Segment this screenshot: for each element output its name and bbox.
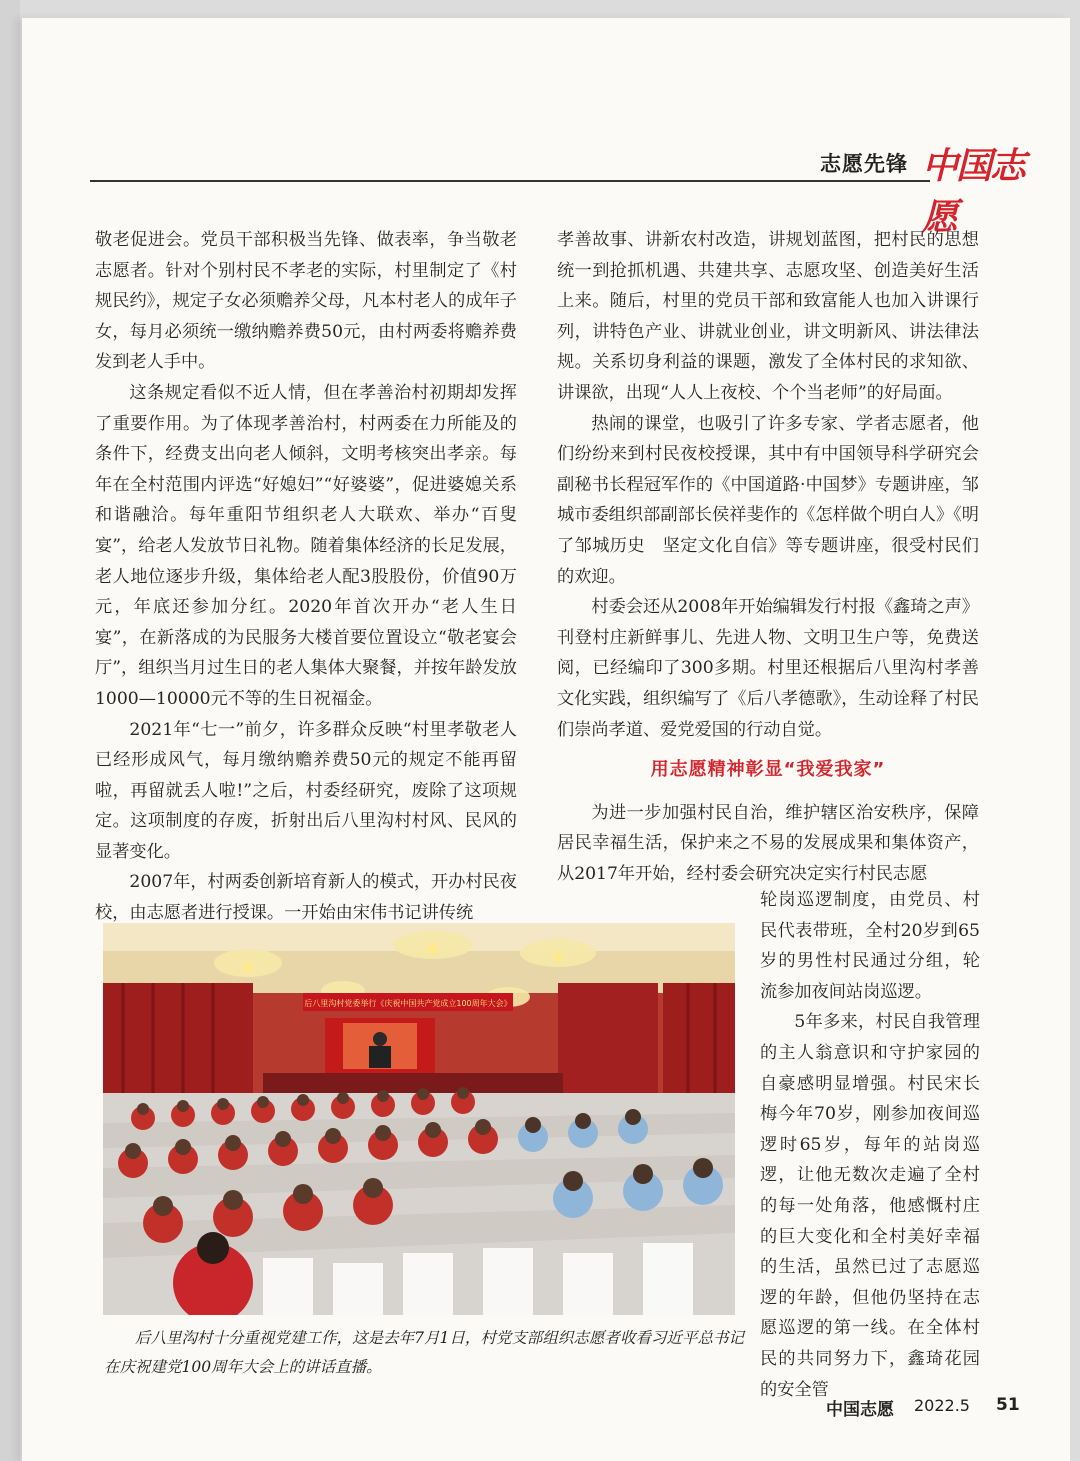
- paragraph: 敬老促进会。党员干部积极当先锋、做表率，争当敬老志愿者。针对个别村民不孝老的实际，村里制定了《村规民约》，规定子女必须赡养父母，凡本村老人的成年子女，每月必须统一缴纳赡养费50元，由村两委将赡养费发到老人手中。: [95, 230, 517, 373]
- auditorium-illustration: [103, 923, 735, 1315]
- paragraph: 这条规定看似不近人情，但在孝善治村初期却发挥了重要作用。为了体现孝善治村，村两委在力所能及的条件下，经费支出向老人倾斜，文明考核突出孝亲。每年在全村范围内评选“好媳妇”“好婆婆”，促进婆媳关系和谐融洽。每年重阳节组织老人大联欢、举办“百叟宴”，给老人发放节日礼物。随着集体经济的长足发展，老人地位逐步升级，集体给老人配3股股份，价值90万元，年底还参加分红。2020年首次开办“老人生日宴”，在新落成的为民服务大楼首要位置设立“敬老宴会厅”，组织当月过生日的老人集体大聚餐，并按年龄发放1000—10000元不等的生日祝福金。: [95, 382, 517, 709]
- stage-banner: 后八里沟村党委举行《庆祝中国共产党成立100周年大会》: [304, 999, 512, 1008]
- paragraph: 热闹的课堂，也吸引了许多专家、学者志愿者，他们纷纷来到村民夜校授课，其中有中国领导科学研究会副秘书长程冠军作的《中国道路·中国梦》专题讲座，邹城市委组织部副部长侯祥斐作的《怎样做个明白人》《明了邹城历史 坚定文化自信》等专题讲座，很受村民们的欢迎。: [557, 413, 979, 587]
- magazine-brand-logo: 中国志愿: [922, 145, 1025, 238]
- column-label: 志愿先锋: [820, 152, 908, 176]
- paragraph: 2021年“七一”前夕，许多群众反映“村里孝敬老人已经形成风气，每月缴纳赡养费50元的规定不能再留啦，再留就丢人啦!”之后，村委经研究，废除了这项规定。这项制度的存废，折射出后八里沟村村风、民风的显著变化。: [95, 719, 517, 862]
- paragraph: 5年多来，村民自我管理的主人翁意识和守护家园的自豪感明显增强。村民宋长梅今年70岁，刚参加夜间巡逻时65岁，每年的站岗巡逻，让他无数次走遍了全村的每一处角落，他感慨村庄的巨大变化和全村美好幸福的生活，虽然已过了志愿巡逻的年龄，但他仍坚持在志愿巡逻的第一线。在全体村民的共同努力下，鑫琦花园的安全管: [760, 1012, 980, 1400]
- page-footer: [826, 1395, 1046, 1419]
- narrow-text-column: [760, 885, 980, 1405]
- paragraph: 为进一步加强村民自治，维护辖区治安秩序，保障居民幸福生活，保护来之不易的发展成果和集体资产，从2017年开始，经村委会研究决定实行村民志愿: [557, 802, 979, 884]
- right-text-column: [557, 225, 979, 889]
- paragraph: 村委会还从2008年开始编辑发行村报《鑫琦之声》刊登村庄新鲜事儿、先进人物、文明卫生户等，免费送阅，已经编印了300多期。村里还根据后八里沟村孝善文化实践，组织编写了《后八孝德歌》，生动诠释了村民们崇尚孝道、爱党爱国的行动自觉。: [557, 597, 979, 740]
- paragraph: 孝善故事、讲新农村改造，讲规划蓝图，把村民的思想统一到抢抓机遇、共建共享、志愿攻坚、创造美好生活上来。随后，村里的党员干部和致富能人也加入讲课行列，讲特色产业、讲就业创业，讲文明新风、讲法律法规。关系切身利益的课题，激发了全体村民的求知欲、讲课欲，出现“人人上夜校、个个当老师”的好局面。: [557, 230, 979, 403]
- footer-page-number: 51: [996, 1395, 1020, 1415]
- event-photo: [103, 923, 735, 1315]
- footer-magazine-name: 中国志愿: [826, 1400, 894, 1420]
- page-edge-shadow: [0, 0, 20, 1461]
- footer-issue: 2022.5: [914, 1396, 970, 1415]
- section-heading: 用志愿精神彰显“我爱我家”: [650, 759, 886, 781]
- paragraph: 2007年，村两委创新培育新人的模式，开办村民夜校，由志愿者进行授课。一开始由宋伟书记讲传统: [95, 872, 517, 924]
- page-header: [760, 140, 1040, 238]
- header-rule: [90, 180, 930, 182]
- left-text-column: [95, 225, 517, 929]
- paragraph: 轮岗巡逻制度，由党员、村民代表带班，全村20岁到65岁的男性村民通过分组，轮流参加夜间站岗巡逻。: [760, 890, 980, 1002]
- photo-caption: 后八里沟村十分重视党建工作，这是去年7月1日，村党支部组织志愿者收看习近平总书记在庆祝建党100周年大会上的讲话直播。: [104, 1329, 744, 1376]
